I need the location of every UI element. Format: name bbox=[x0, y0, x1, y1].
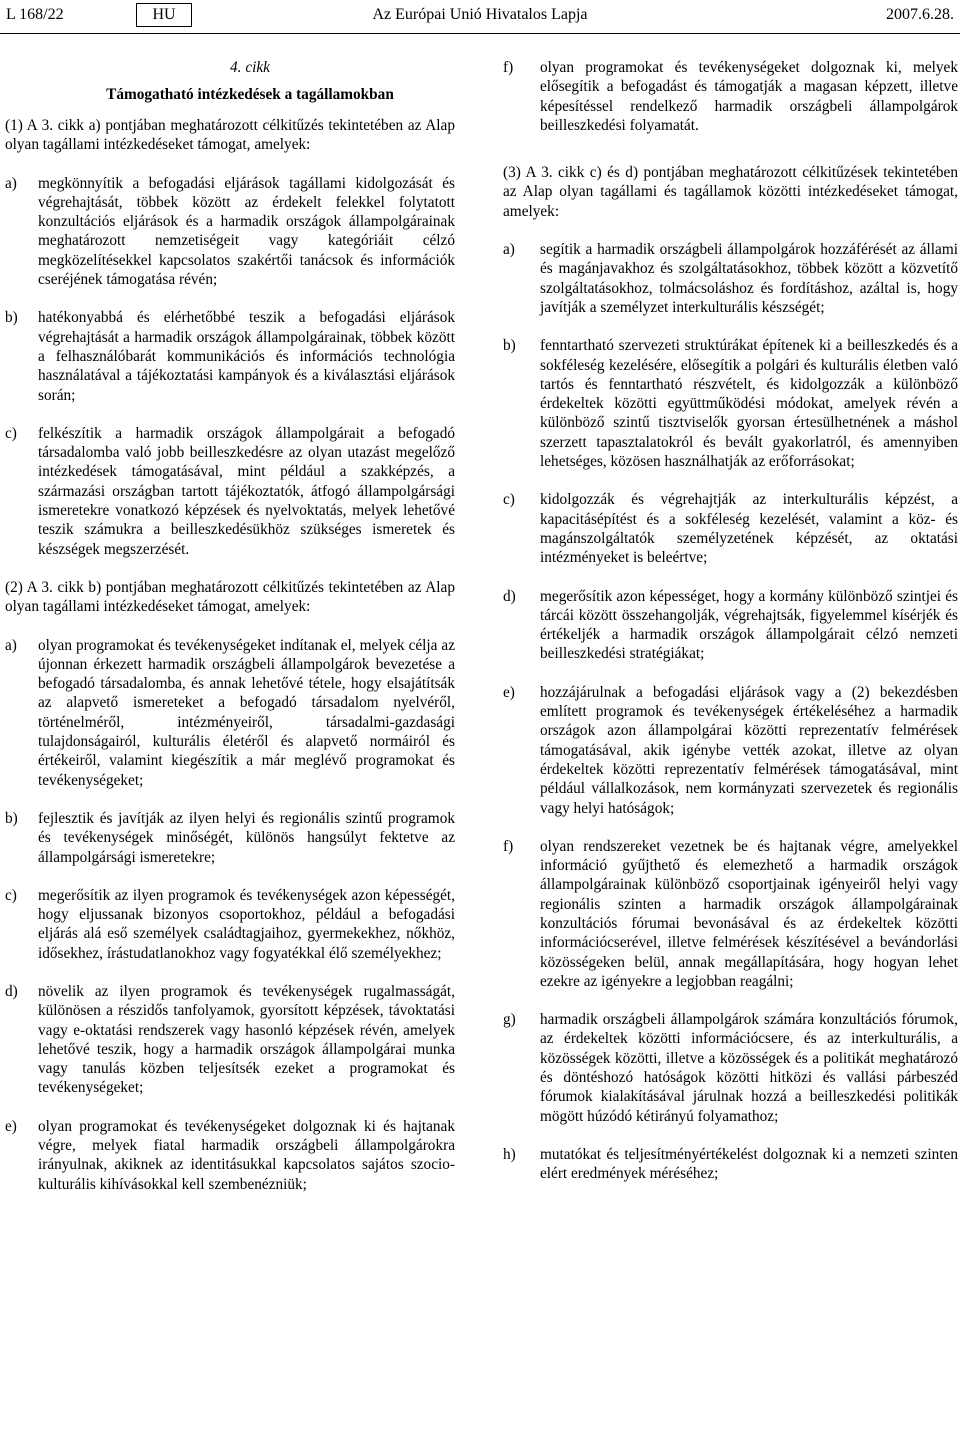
item-label: c) bbox=[503, 491, 515, 509]
item-label: c) bbox=[5, 886, 17, 904]
list-item bbox=[5, 424, 455, 559]
item-text: olyan programokat és tevékenységeket dolgoznak ki és hajtanak végre, melyek fiatal harmadik országbeli állampolgárokra irányulnak, akiknek az identitásukkal kapcsolatos sajátos szocio-kulturális kihívásokkal kell szembenézniük; bbox=[38, 1117, 455, 1193]
list-item bbox=[5, 809, 455, 867]
item-label: a) bbox=[5, 636, 17, 654]
list-item bbox=[5, 636, 455, 790]
list-item bbox=[503, 587, 958, 664]
article-title: Támogatható intézkedések a tagállamokban bbox=[106, 86, 394, 103]
list-item bbox=[5, 982, 455, 1098]
item-text: hozzájárulnak a befogadási eljárások vagy a (2) bekezdésben említett programok és tevékenységek értékeléséhez a harmadik országok azon állampolgárai közötti reprezentatív felmérések támogatásával, akik igénybe vették azokat, illetve az olyan érdekeltek közötti reprezentatív felmérések támogatásával, mint például vállalkozások, nem kormányzati szervezetek és regionális vagy helyi hatóságok; bbox=[540, 683, 958, 817]
item-label: d) bbox=[503, 587, 516, 605]
item-text: harmadik országbeli állampolgárok számára konzultációs fórumok, az érdekeltek közötti információcsere, és az interkulturális, a közösségek közötti, illetve a közösségek és a politikát meghatározó és döntéshozó hatóságok közötti hitközi és vallási párbeszéd fórumok kialakításával járulnak hozzá a beilleszkedési politikák mögött húzódó kétirányú folyamathoz; bbox=[540, 1011, 958, 1125]
list-item bbox=[5, 308, 455, 404]
item-text: olyan rendszereket vezetnek be és hajtanak végre, amelyekkel információ gyűjthető és elemezhető a harmadik országok állampolgárainak különböző csoportjainak igényeiről helyi vagy regionális szinten a harmadik országok állampolgárainak konzultációs fórumai bevonásával és az érdekeltek közötti információcserével, illetve felmérések készítésével a bevándorlási közösségeken belül, annak megállapítására, hogy hogyan lehet ezekre az igényekre a legjobban reagálni; bbox=[540, 837, 958, 990]
item-label: e) bbox=[503, 683, 515, 701]
item-text: olyan programokat és tevékenységeket dolgoznak ki, melyek elősegítik a befogadást és támogatják a magasan képzett, illetve képesítéssel rendelkező harmadik országbeli állampolgárok beilleszkedési folyamatát. bbox=[540, 59, 958, 134]
list-item bbox=[503, 336, 958, 471]
item-text: felkészítik a harmadik országok állampolgárait a befogadó társadalomba való jobb beilleszkedésre az olyan utazást megelőző intézkedések támogatásával, mint például a szakképzés, a származási országban tartott tájékoztatók, átfogó állampolgársági ismeretekre vonatkozó képzések és nyelvoktatás, melyek lehetővé teszik számukra a beilleszkedésükhöz szükséges ismeretek és készségek megszerzését. bbox=[38, 424, 455, 558]
item-label: b) bbox=[5, 309, 18, 327]
list-item bbox=[503, 490, 958, 567]
header-divider bbox=[0, 33, 960, 34]
item-label: g) bbox=[503, 1011, 516, 1029]
list-item bbox=[5, 886, 455, 963]
paragraph-3: (3) A 3. cikk c) és d) pontjában meghatározott célkitűzések tekintetében az Alap olyan tagállami és tagállamok közötti intézkedéseket támogat, amelyek: bbox=[503, 164, 958, 220]
item-label: b) bbox=[5, 809, 18, 827]
list-item bbox=[5, 1117, 455, 1194]
item-text: fejlesztik és javítják az ilyen helyi és regionális szintű programok és tevékenységek minőségét, különös hangsúlyt fektetve az állampolgársági ismeretekre; bbox=[38, 809, 455, 866]
item-text: fenntartható szervezeti struktúrákat építenek ki a beilleszkedés és a sokféleség kezelésére, elősegítik a polgári és kulturális életben való tartós és fenntartható részvételt, és kidolgozzák a különböző érdekeltek közötti együttműködési módokat, amelyek révén a különböző szintű tisztviselők gyorsan értesülhetnének a máshol szerzett tapasztalatokról és bevált gyakorlatról, és amennyiben lehetséges, közösen használhatják az erőforrásokat; bbox=[540, 337, 958, 471]
paragraph-2: (2) A 3. cikk b) pontjában meghatározott célkitűzés tekintetében az Alap olyan tagállami intézkedéseket támogat, amelyek: bbox=[5, 578, 455, 616]
list-item bbox=[5, 174, 455, 290]
item-text: kidolgozzák és végrehajtják az interkulturális képzést, a kapacitásépítést és a sokféleség kezelését, valamint a köz- és magánszolgáltatók személyzetének képzését, az oktatási intézményeket is beleértve; bbox=[540, 491, 958, 567]
item-text: megerősítik az ilyen programok és tevékenységek azon képességét, hogy eljussanak bizonyos csoportokhoz, például a befogadási eljárás alá eső személyek családtagjaihoz, gyermekekhez, nőkhöz, idősekhez, írástudatlanokhoz vagy fogyatékkal élő személyekhez; bbox=[38, 886, 455, 962]
list-item bbox=[503, 58, 958, 135]
list-item bbox=[503, 1145, 958, 1184]
item-label: f) bbox=[503, 59, 514, 76]
item-text: olyan programokat és tevékenységeket indítanak el, melyek célja az újonnan érkezett harmadik országbeli állampolgárok bevezetése a befogadó társadalomba, és annak lehetővé tétele, hogy elsajátítsák az alapvető ismereteket a befogadó társadalom nyelvéről, történelméről, intézményeiről, társadalmi-gazdasági tulajdonságairól, kulturális életéről és alapvető normáiról és értékeiről, valamint kiegészítik a már meglévő programokat és tevékenységeket; bbox=[38, 636, 455, 789]
item-label: h) bbox=[503, 1145, 516, 1163]
item-label: a) bbox=[503, 241, 515, 259]
item-label: c) bbox=[5, 424, 17, 442]
list-item bbox=[503, 240, 958, 317]
publication-date: 2007.6.28. bbox=[886, 6, 954, 23]
item-text: megkönnyítik a befogadási eljárások tagállami kidolgozását és végrehajtását, többek között az érdekelt felekkel folytatott konzultációs eljárások és a harmadik országok állampolgárainak meghatározott nemzetiségeit vagy kategóriáit célzó megközelítésekkel kapcsolatos szakértői tanácsok és információk cseréjének támogatása révén; bbox=[38, 174, 455, 289]
item-text: megerősítik azon képességet, hogy a kormány különböző szintjei és tárcái között összehangolják, végrehajtsák, figyelemmel kísérjék és értékeljék a harmadik országok állampolgárait célzó nemzeti beilleszkedési stratégiákat; bbox=[540, 587, 958, 663]
item-text: növelik az ilyen programok és tevékenységek rugalmasságát, különösen a részidős tanfolyamok, gyorsított képzések, távoktatási vagy e-oktatási rendszerek vagy hasonló képzések révén, amelyek lehetővé teszik, hogy a harmadik országok állampolgárai munka vagy tanulás közben teljesítsék ezeket a programokat és tevékenységeket; bbox=[38, 982, 455, 1097]
left-column bbox=[5, 58, 455, 1194]
item-label: d) bbox=[5, 982, 18, 1000]
page-reference: L 168/22 bbox=[6, 6, 64, 23]
item-text: segítik a harmadik országbeli állampolgárok hozzáférését az állami és magánjavakhoz és szolgáltatásokhoz, többek között a közvetítő szolgáltatásokhoz, tolmácsoláshoz és fordításhoz, azáltal is, hogy javítják a személyzet interkulturális készségét; bbox=[540, 241, 958, 316]
item-text: hatékonyabbá és elérhetőbbé teszik a befogadási eljárások végrehajtását a harmadik országok állampolgárainak, többek között a felhasználóbarát kommunikációs és információs technológia használatával a tájékoztatási kampányok és a kiválasztási eljárások során; bbox=[38, 309, 455, 404]
item-label: f) bbox=[503, 837, 514, 855]
item-label: a) bbox=[5, 174, 17, 192]
item-text: mutatókat és teljesítményértékelést dolgoznak ki a nemzeti szinten elért eredmények méréséhez; bbox=[540, 1145, 958, 1183]
paragraph-1: (1) A 3. cikk a) pontjában meghatározott célkitűzés tekintetében az Alap olyan tagállami intézkedéseket támogat, amelyek: bbox=[5, 117, 455, 154]
item-label: e) bbox=[5, 1117, 17, 1135]
language-code-box: HU bbox=[136, 3, 192, 27]
right-column bbox=[503, 58, 958, 1184]
item-label: b) bbox=[503, 337, 516, 355]
journal-title: Az Európai Unió Hivatalos Lapja bbox=[372, 6, 588, 23]
page-header bbox=[0, 0, 960, 34]
list-item bbox=[503, 683, 958, 818]
list-item bbox=[503, 1010, 958, 1126]
article-number: 4. cikk bbox=[230, 59, 270, 76]
list-item bbox=[503, 837, 958, 991]
